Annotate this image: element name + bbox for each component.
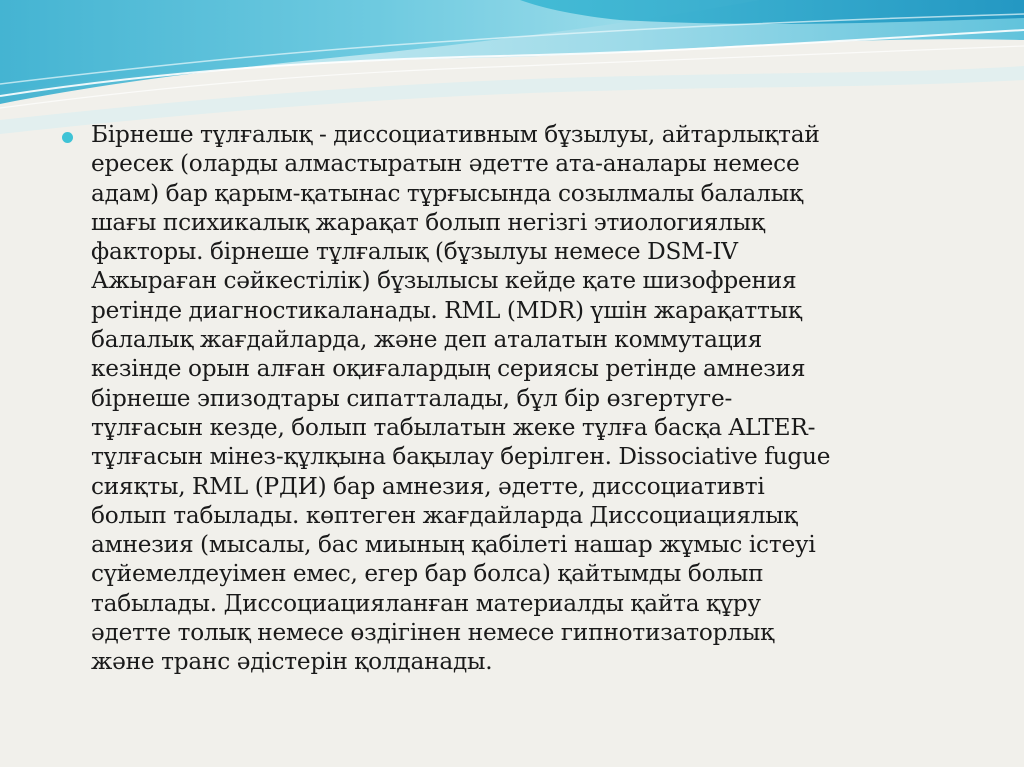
bullet-dot-icon bbox=[62, 132, 73, 143]
text-line: тұлғасын кезде, болып табылатын жеке тұлға басқа ALTER- bbox=[91, 413, 816, 441]
text-line: адам) бар қарым-қатынас тұрғысында созылмалы балалық bbox=[91, 179, 803, 207]
text-line: табылады. Диссоциацияланған материалды қайта құру bbox=[91, 589, 761, 617]
header-wave-decoration bbox=[0, 0, 1024, 140]
bullet-item bbox=[62, 120, 962, 677]
text-line: ретінде диагностикаланады. RML (MDR) үшін жарақаттық bbox=[91, 296, 802, 324]
text-line: әдетте толық немесе өздігінен немесе гипнотизаторлық bbox=[91, 619, 774, 647]
text-line: тұлғасын мінез-құлқына бақылау берілген. Dissociative fugue bbox=[91, 443, 831, 471]
text-line: факторы. бірнеше тұлғалық (бұзылуы немесе DSM-IV bbox=[91, 238, 738, 266]
text-line: болып табылады. көптеген жағдайларда Диссоциациялық bbox=[91, 501, 798, 529]
text-line: бірнеше эпизодтары сипатталады, бұл бір өзгертуге- bbox=[91, 384, 733, 412]
text-line: Бірнеше тұлғалық - диссоциативным бұзылуы, айтарлықтай bbox=[91, 121, 820, 148]
text-line: ересек (оларды алмастыратын әдетте ата-аналары немесе bbox=[91, 150, 800, 178]
text-line: сияқты, RML (РДИ) бар амнезия, әдетте, диссоциативті bbox=[91, 472, 765, 500]
text-line: және транс әдістерін қолданады. bbox=[91, 648, 493, 676]
bullet-paragraph bbox=[91, 120, 830, 677]
text-line: балалық жағдайларда, және деп аталатын коммутация bbox=[91, 326, 763, 354]
text-line: Ажыраған сәйкестілік) бұзылысы кейде қате шизофрения bbox=[91, 267, 797, 295]
text-line: амнезия (мысалы, бас миының қабілеті нашар жұмыс істеуі bbox=[91, 531, 816, 559]
text-line: кезінде орын алған оқиғалардың сериясы ретінде амнезия bbox=[91, 355, 806, 383]
text-line: сүйемелдеуімен емес, егер бар болса) қайтымды болып bbox=[91, 560, 764, 588]
text-line: шағы психикалық жарақат болып негізгі этиологиялық bbox=[91, 208, 765, 236]
slide-body bbox=[62, 120, 962, 677]
